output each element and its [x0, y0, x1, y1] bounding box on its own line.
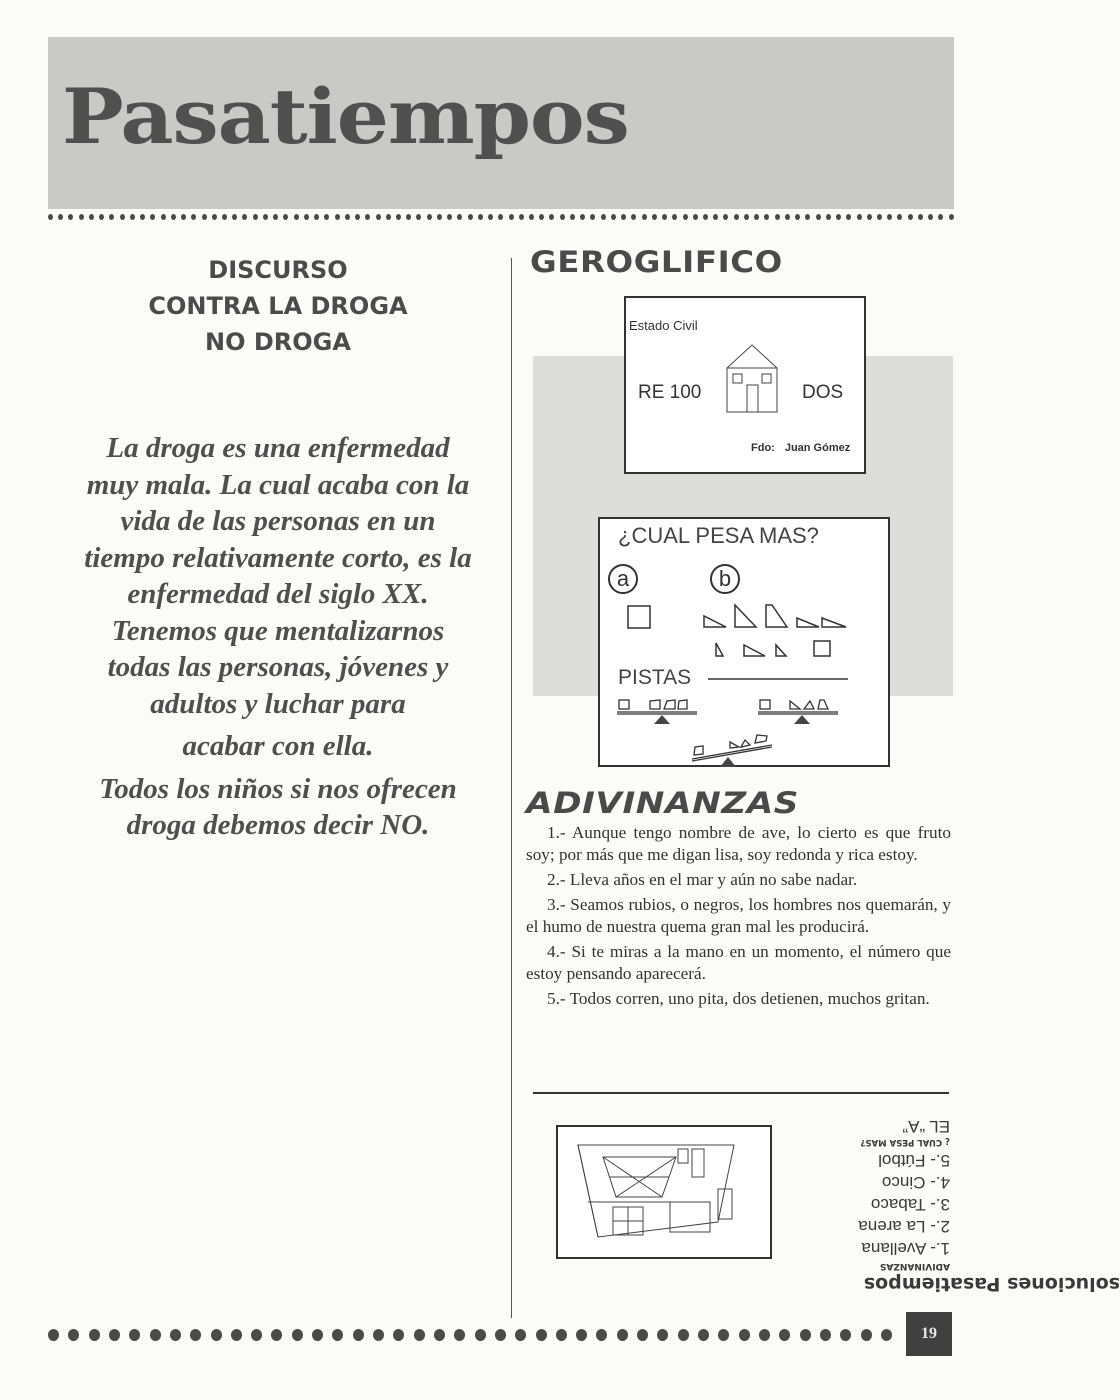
dot	[621, 214, 626, 220]
dot	[840, 1329, 851, 1341]
solutions-adivinanzas-label: ADIVINANZAS	[879, 1261, 950, 1271]
dot	[355, 214, 360, 220]
page-title: Pasatiempos	[62, 72, 629, 161]
dot	[795, 214, 800, 220]
dot	[324, 214, 329, 220]
dot	[754, 214, 759, 220]
dot	[475, 1329, 486, 1341]
weight-shapes	[600, 519, 892, 769]
dot	[488, 214, 493, 220]
dot	[79, 214, 84, 220]
dot	[353, 1329, 364, 1341]
dot	[447, 214, 452, 220]
solution-item: 5.- Fútbol	[878, 1151, 950, 1170]
geroglifico-puzzle	[624, 296, 866, 474]
dot	[434, 1329, 445, 1341]
dos-text: DOS	[802, 382, 844, 403]
dot	[816, 214, 821, 220]
triangle-icon	[704, 616, 726, 627]
dot	[99, 214, 104, 220]
dot	[242, 214, 247, 220]
dot	[857, 214, 862, 220]
solution-item: 3.- Tabaco	[870, 1195, 950, 1214]
dot	[601, 214, 606, 220]
dot	[335, 214, 340, 220]
solution-item: 2.- La arena	[858, 1217, 950, 1236]
dot	[631, 214, 636, 220]
adivinanzas-title: ADIVINANZAS	[526, 786, 800, 820]
signature	[751, 442, 850, 454]
dot	[253, 214, 258, 220]
dot	[861, 1329, 872, 1341]
dot	[657, 1329, 668, 1341]
dot	[908, 214, 913, 220]
solutions-pesa-answer: EL “A”	[902, 1117, 950, 1136]
discurso-title	[48, 252, 508, 360]
solutions-pesa-label: ¿ CUAL PESA MAS?	[860, 1137, 950, 1147]
dot	[519, 214, 524, 220]
dot	[150, 1329, 161, 1341]
dot	[48, 214, 53, 220]
dot	[590, 214, 595, 220]
dot	[652, 214, 657, 220]
solutions-title: soluciones Pasatiempos	[863, 1273, 1120, 1295]
dot	[130, 214, 135, 220]
solutions-upside-down	[770, 1095, 1120, 1295]
riddle-item: 2.- Lleva años en el mar y aún no sabe nadar.	[547, 870, 858, 889]
dot	[529, 214, 534, 220]
horizontal-rule	[533, 1092, 949, 1094]
dot	[495, 1329, 506, 1341]
dot	[775, 214, 780, 220]
house-icon	[726, 344, 778, 416]
dot	[678, 1329, 689, 1341]
column-divider	[511, 258, 512, 1318]
kitchen-drawing-icon	[558, 1127, 770, 1257]
dot	[263, 214, 268, 220]
dot	[292, 1329, 303, 1341]
body-line: droga debemos decir NO.	[126, 809, 430, 841]
body-line: muy mala. La cual acaba con la	[86, 468, 470, 501]
dot	[611, 214, 616, 220]
riddle-item: 3.- Seamos rubios, o negros, los hombres nos quemarán, y el humo de nuestra quema gran mal les producirá.	[526, 895, 951, 936]
dot	[723, 214, 728, 220]
dot	[89, 1329, 100, 1341]
dot	[820, 1329, 831, 1341]
dot	[509, 214, 514, 220]
body-line: acabar con ella.	[182, 730, 374, 762]
discurso-title-line: NO DROGA	[205, 328, 351, 356]
dot	[271, 1329, 282, 1341]
dot	[846, 214, 851, 220]
dot	[314, 214, 319, 220]
dot	[949, 214, 954, 220]
dot	[109, 214, 114, 220]
discurso-title-line: DISCURSO	[208, 256, 348, 284]
dot	[515, 1329, 526, 1341]
dot	[251, 1329, 262, 1341]
dot	[222, 214, 227, 220]
estado-civil-label: Estado Civil	[629, 318, 698, 333]
dot	[416, 214, 421, 220]
dot	[109, 1329, 120, 1341]
dot	[150, 214, 155, 220]
dot	[498, 214, 503, 220]
dot	[693, 214, 698, 220]
dot	[580, 214, 585, 220]
body-line: todas las personas, jóvenes y	[107, 651, 449, 683]
dot	[785, 214, 790, 220]
body-line: Tenemos que mentalizarnos	[111, 614, 445, 647]
dot	[406, 214, 411, 220]
fdo-label: Fdo:	[751, 442, 775, 454]
dot	[386, 214, 391, 220]
dot	[617, 1329, 628, 1341]
fdo-name: Juan Gómez	[784, 442, 851, 454]
dot	[212, 214, 217, 220]
pesa-question: ¿CUAL PESA MAS?	[618, 523, 819, 548]
dot	[576, 1329, 587, 1341]
dot	[376, 214, 381, 220]
body-line: La droga es una enfermedad	[106, 432, 450, 464]
dot	[826, 214, 831, 220]
triangle-icon	[776, 645, 786, 656]
dot	[739, 1329, 750, 1341]
dot	[332, 1329, 343, 1341]
riddle-item: 5.- Todos corren, uno pita, dos detienen, muchos gritan.	[547, 989, 930, 1008]
geroglifico-title: GEROGLIFICO	[530, 245, 783, 279]
dot	[140, 214, 145, 220]
dot	[312, 1329, 323, 1341]
triangle-icon	[716, 643, 723, 656]
dot	[734, 214, 739, 220]
square-icon	[814, 641, 830, 656]
dot	[427, 214, 432, 220]
dot	[867, 214, 872, 220]
triangle-icon	[735, 605, 756, 627]
dot	[764, 214, 769, 220]
riddle-item: 1.- Aunque tengo nombre de ave, lo cierto es que fruto soy; por más que me digan lisa, soy redonda y rica estoy.	[526, 823, 951, 864]
dot	[759, 1329, 770, 1341]
dot	[918, 214, 923, 220]
dot	[232, 214, 237, 220]
dot	[744, 214, 749, 220]
dot	[231, 1329, 242, 1341]
dot	[171, 214, 176, 220]
dot	[393, 1329, 404, 1341]
dot	[68, 214, 73, 220]
dot	[181, 214, 186, 220]
dot	[556, 1329, 567, 1341]
dot	[637, 1329, 648, 1341]
re-100-text: RE 100	[638, 382, 702, 403]
dot	[414, 1329, 425, 1341]
pistas-label: PISTAS	[618, 666, 692, 689]
dot	[536, 1329, 547, 1341]
triangle-icon	[797, 618, 819, 627]
dot	[283, 214, 288, 220]
title-banner	[48, 37, 954, 209]
dot	[396, 214, 401, 220]
dot	[877, 214, 882, 220]
dot	[373, 1329, 384, 1341]
dot	[596, 1329, 607, 1341]
dot	[549, 214, 554, 220]
triangle-icon	[822, 618, 846, 627]
dot	[68, 1329, 79, 1341]
body-line: Todos los niños si nos ofrecen	[99, 772, 457, 805]
dot	[662, 214, 667, 220]
body-line: adultos y luchar para	[150, 687, 406, 720]
kitchen-drawing-image	[556, 1125, 772, 1259]
dot	[191, 214, 196, 220]
dot	[457, 214, 462, 220]
dot	[211, 1329, 222, 1341]
cual-pesa-mas-puzzle	[598, 517, 890, 767]
dot	[570, 214, 575, 220]
dot	[938, 214, 943, 220]
body-line: tiempo relativamente corto, es la	[84, 541, 472, 574]
body-line: enfermedad del siglo XX.	[127, 578, 429, 610]
option-b-label: b	[710, 564, 740, 594]
dot	[468, 214, 473, 220]
dot	[703, 214, 708, 220]
dot	[683, 214, 688, 220]
dot	[779, 1329, 790, 1341]
dot	[887, 214, 892, 220]
dot	[120, 214, 125, 220]
dot	[718, 1329, 729, 1341]
trapezoid-icon	[766, 605, 787, 627]
dot	[672, 214, 677, 220]
riddle-item: 4.- Si te miras a la mano en un momento, el número que estoy pensando aparecerá.	[526, 942, 951, 983]
dot	[560, 214, 565, 220]
solution-item: 1.- Avellana	[861, 1239, 950, 1258]
dot	[454, 1329, 465, 1341]
solution-item: 4.- Cinco	[881, 1173, 950, 1192]
body-line: vida de las personas en un	[120, 505, 436, 537]
dot	[304, 214, 309, 220]
dot	[170, 1329, 181, 1341]
dot	[294, 214, 299, 220]
dot	[365, 214, 370, 220]
dotted-divider-top	[48, 212, 954, 222]
square-icon	[628, 606, 650, 628]
dot	[928, 214, 933, 220]
dot	[437, 214, 442, 220]
dot	[642, 214, 647, 220]
dot	[713, 214, 718, 220]
dot	[698, 1329, 709, 1341]
dot	[161, 214, 166, 220]
dot	[539, 214, 544, 220]
dot	[89, 214, 94, 220]
option-a-label: a	[608, 564, 638, 594]
dot	[202, 214, 207, 220]
dot	[58, 214, 63, 220]
dot	[805, 214, 810, 220]
page-number: 19	[906, 1312, 952, 1356]
dot	[273, 214, 278, 220]
triangle-icon	[744, 645, 765, 656]
dot	[48, 1329, 59, 1341]
discurso-title-line: CONTRA LA DROGA	[148, 292, 408, 320]
dot	[345, 214, 350, 220]
adivinanzas-list	[526, 822, 951, 1013]
dot	[129, 1329, 140, 1341]
dot	[881, 1329, 892, 1341]
dot	[836, 214, 841, 220]
dotted-divider-bottom	[48, 1328, 892, 1342]
dot	[897, 214, 902, 220]
discurso-body	[48, 430, 508, 844]
dot	[190, 1329, 201, 1341]
dot	[800, 1329, 811, 1341]
dot	[478, 214, 483, 220]
